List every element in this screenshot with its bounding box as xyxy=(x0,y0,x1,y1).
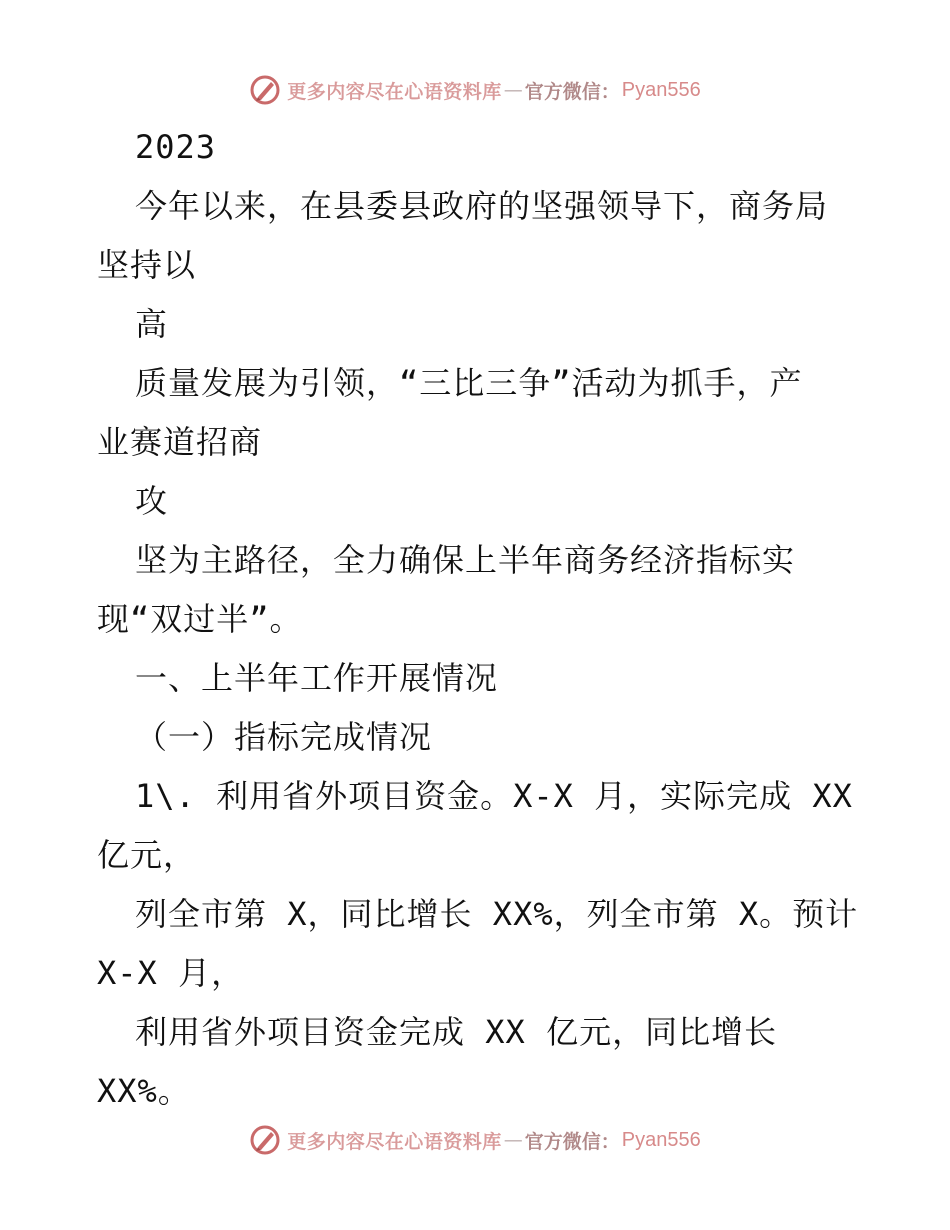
watermark-contact-id: Pyan556 xyxy=(621,78,701,101)
footer-watermark xyxy=(0,1120,950,1160)
doc-line: 列全市第 X，同比增长 XX%，列全市第 X。预计 xyxy=(135,895,859,933)
document-body xyxy=(97,118,867,1121)
doc-line: XX%。 xyxy=(97,1072,191,1110)
subsection-heading: （一）指标完成情况 xyxy=(135,718,433,756)
watermark-dash: — xyxy=(503,1129,523,1151)
pen-logo-icon xyxy=(249,74,281,106)
watermark-text: 更多内容尽在心语资料库 xyxy=(287,1130,502,1153)
watermark-contact-label: 官方微信： xyxy=(524,1130,620,1153)
doc-line-year: 2023 xyxy=(135,128,217,166)
watermark-contact-label: 官方微信： xyxy=(524,80,620,103)
doc-line: 高 xyxy=(135,305,169,343)
doc-line: 攻 xyxy=(135,482,169,520)
doc-line: 坚持以 xyxy=(97,246,197,284)
header-watermark xyxy=(0,70,950,110)
section-heading: 一、上半年工作开展情况 xyxy=(135,659,499,697)
watermark-dash: — xyxy=(503,79,523,101)
doc-line: 坚为主路径，全力确保上半年商务经济指标实 xyxy=(135,541,796,579)
doc-line: 1\. 利用省外项目资金。X-X 月，实际完成 XX xyxy=(135,777,853,815)
watermark-text: 更多内容尽在心语资料库 xyxy=(287,80,502,103)
doc-line: 现“双过半”。 xyxy=(97,600,303,638)
doc-line: 亿元， xyxy=(97,836,197,874)
doc-line: 质量发展为引领，“三比三争”活动为抓手，产 xyxy=(135,364,803,402)
doc-line: 业赛道招商 xyxy=(97,423,263,461)
doc-line: 今年以来，在县委县政府的坚强领导下，商务局 xyxy=(135,187,829,225)
watermark-contact-id: Pyan556 xyxy=(621,1128,701,1151)
pen-logo-icon xyxy=(249,1124,281,1156)
doc-line: 利用省外项目资金完成 XX 亿元，同比增长 xyxy=(135,1013,778,1051)
doc-line: X-X 月， xyxy=(97,954,245,992)
